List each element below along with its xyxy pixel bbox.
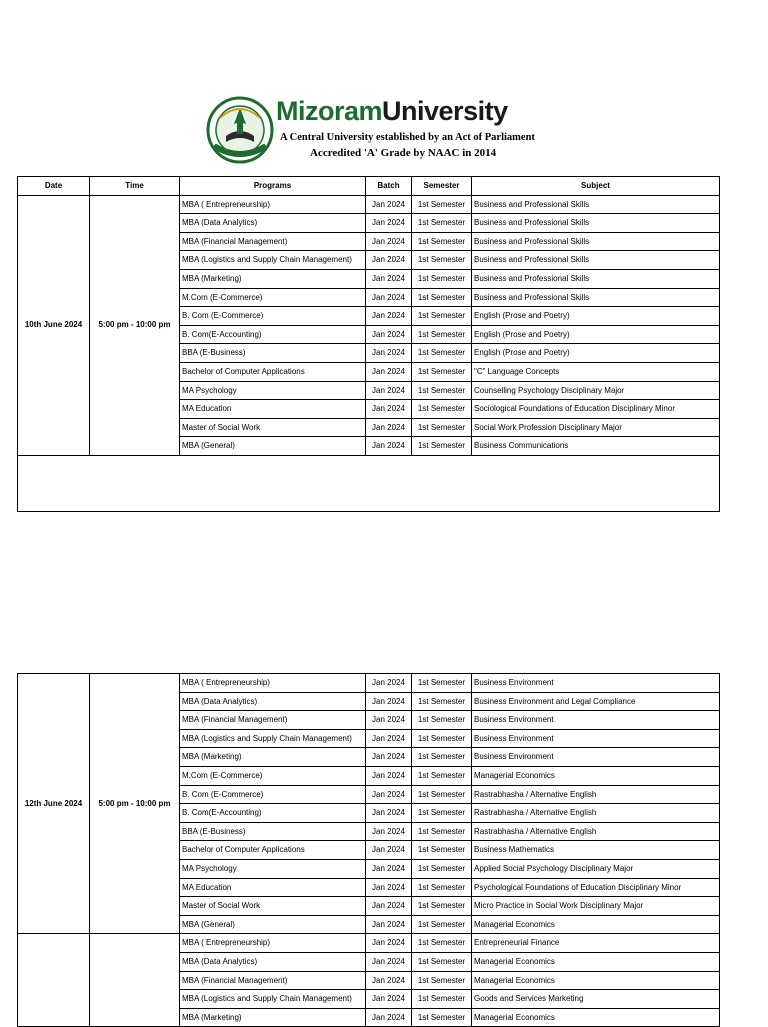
subject-cell: Applied Social Psychology Disciplinary Major xyxy=(472,859,720,878)
program-cell: MBA (Financial Management) xyxy=(180,711,366,730)
subject-cell: Business Environment xyxy=(472,729,720,748)
date-cell xyxy=(18,934,90,1027)
program-cell: MA Education xyxy=(180,400,366,419)
university-name: MizoramUniversity xyxy=(276,96,508,126)
program-cell: Bachelor of Computer Applications xyxy=(180,841,366,860)
program-cell: BBA (E-Business) xyxy=(180,822,366,841)
batch-cell: Jan 2024 xyxy=(366,897,412,916)
program-cell: MBA (Financial Management) xyxy=(180,971,366,990)
program-cell: MBA (Data Analytics) xyxy=(180,692,366,711)
program-cell: Master of Social Work xyxy=(180,418,366,437)
semester-cell: 1st Semester xyxy=(412,897,472,916)
semester-cell: 1st Semester xyxy=(412,952,472,971)
program-cell: MBA (Financial Management) xyxy=(180,232,366,251)
subject-cell: "C" Language Concepts xyxy=(472,362,720,381)
semester-cell: 1st Semester xyxy=(412,1008,472,1027)
semester-cell: 1st Semester xyxy=(412,195,472,214)
table-header-row xyxy=(18,177,720,196)
subject-cell: Managerial Economics xyxy=(472,766,720,785)
program-cell: B. Com(E-Accounting) xyxy=(180,325,366,344)
subject-cell: Entrepreneurial Finance xyxy=(472,934,720,953)
semester-cell: 1st Semester xyxy=(412,232,472,251)
batch-cell: Jan 2024 xyxy=(366,288,412,307)
program-cell: B. Com(E-Accounting) xyxy=(180,804,366,823)
program-cell: MBA (Logistics and Supply Chain Management) xyxy=(180,990,366,1009)
batch-cell: Jan 2024 xyxy=(366,232,412,251)
semester-cell: 1st Semester xyxy=(412,878,472,897)
program-cell: MBA (Data Analytics) xyxy=(180,214,366,233)
subject-cell: Sociological Foundations of Education Disciplinary Minor xyxy=(472,400,720,419)
subject-cell: Business and Professional Skills xyxy=(472,269,720,288)
semester-cell: 1st Semester xyxy=(412,804,472,823)
table-row xyxy=(18,934,720,953)
batch-cell: Jan 2024 xyxy=(366,804,412,823)
program-cell: M.Com (E-Commerce) xyxy=(180,766,366,785)
subject-cell: English (Prose and Poetry) xyxy=(472,344,720,363)
semester-cell: 1st Semester xyxy=(412,711,472,730)
semester-cell: 1st Semester xyxy=(412,934,472,953)
semester-cell: 1st Semester xyxy=(412,214,472,233)
semester-cell: 1st Semester xyxy=(412,381,472,400)
program-cell: BBA (E-Business) xyxy=(180,344,366,363)
subject-cell: Business and Professional Skills xyxy=(472,214,720,233)
semester-cell: 1st Semester xyxy=(412,729,472,748)
batch-cell: Jan 2024 xyxy=(366,841,412,860)
batch-cell: Jan 2024 xyxy=(366,251,412,270)
table-row xyxy=(18,674,720,693)
program-cell: MA Psychology xyxy=(180,381,366,400)
subject-cell: Business and Professional Skills xyxy=(472,251,720,270)
batch-cell: Jan 2024 xyxy=(366,214,412,233)
batch-cell: Jan 2024 xyxy=(366,971,412,990)
program-cell: MA Psychology xyxy=(180,859,366,878)
program-cell: Bachelor of Computer Applications xyxy=(180,362,366,381)
program-cell: MA Education xyxy=(180,878,366,897)
subject-cell: Business and Professional Skills xyxy=(472,195,720,214)
program-cell: MBA (General) xyxy=(180,437,366,456)
batch-cell: Jan 2024 xyxy=(366,952,412,971)
subject-cell: Social Work Profession Disciplinary Major xyxy=(472,418,720,437)
exam-schedule-table-1 xyxy=(17,176,720,512)
program-cell: MBA ( Entrepreneurship) xyxy=(180,674,366,693)
subject-cell: Goods and Services Marketing xyxy=(472,990,720,1009)
semester-cell: 1st Semester xyxy=(412,400,472,419)
time-cell: 5:00 pm - 10:00 pm xyxy=(90,674,180,934)
program-cell: MBA (Marketing) xyxy=(180,269,366,288)
program-cell: MBA (Logistics and Supply Chain Management) xyxy=(180,251,366,270)
semester-cell: 1st Semester xyxy=(412,915,472,934)
col-header-date: Date xyxy=(18,177,90,196)
subject-cell: Business Environment xyxy=(472,674,720,693)
subject-cell: Business Communications xyxy=(472,437,720,456)
program-cell: MBA ( Entrepreneurship) xyxy=(180,934,366,953)
semester-cell: 1st Semester xyxy=(412,971,472,990)
date-cell: 10th June 2024 xyxy=(18,195,90,455)
batch-cell: Jan 2024 xyxy=(366,195,412,214)
batch-cell: Jan 2024 xyxy=(366,362,412,381)
program-cell: MBA (Data Analytics) xyxy=(180,952,366,971)
subject-cell: English (Prose and Poetry) xyxy=(472,307,720,326)
semester-cell: 1st Semester xyxy=(412,748,472,767)
subject-cell: Business Mathematics xyxy=(472,841,720,860)
semester-cell: 1st Semester xyxy=(412,288,472,307)
subject-cell: Business Environment xyxy=(472,748,720,767)
program-cell: MBA (Logistics and Supply Chain Management) xyxy=(180,729,366,748)
semester-cell: 1st Semester xyxy=(412,859,472,878)
col-header-semester: Semester xyxy=(412,177,472,196)
semester-cell: 1st Semester xyxy=(412,418,472,437)
col-header-batch: Batch xyxy=(366,177,412,196)
exam-schedule-table-2 xyxy=(17,673,720,1027)
subject-cell: Business and Professional Skills xyxy=(472,232,720,251)
subject-cell: Micro Practice in Social Work Disciplinary Major xyxy=(472,897,720,916)
subject-cell: Rastrabhasha / Alternative English xyxy=(472,822,720,841)
subject-cell: Managerial Economics xyxy=(472,971,720,990)
date-cell: 12th June 2024 xyxy=(18,674,90,934)
semester-cell: 1st Semester xyxy=(412,344,472,363)
university-subtitle: A Central University established by an Act of Parliament xyxy=(280,132,535,143)
university-seal-icon xyxy=(206,96,274,164)
program-cell: Master of Social Work xyxy=(180,897,366,916)
batch-cell: Jan 2024 xyxy=(366,878,412,897)
col-header-subject: Subject xyxy=(472,177,720,196)
semester-cell: 1st Semester xyxy=(412,822,472,841)
program-cell: MBA (General) xyxy=(180,915,366,934)
subject-cell: Managerial Economics xyxy=(472,915,720,934)
subject-cell: Psychological Foundations of Education Disciplinary Minor xyxy=(472,878,720,897)
program-cell: M.Com (E-Commerce) xyxy=(180,288,366,307)
batch-cell: Jan 2024 xyxy=(366,437,412,456)
batch-cell: Jan 2024 xyxy=(366,381,412,400)
semester-cell: 1st Semester xyxy=(412,269,472,288)
batch-cell: Jan 2024 xyxy=(366,325,412,344)
subject-cell: Counselling Psychology Disciplinary Major xyxy=(472,381,720,400)
batch-cell: Jan 2024 xyxy=(366,400,412,419)
batch-cell: Jan 2024 xyxy=(366,748,412,767)
col-header-time: Time xyxy=(90,177,180,196)
batch-cell: Jan 2024 xyxy=(366,859,412,878)
semester-cell: 1st Semester xyxy=(412,990,472,1009)
semester-cell: 1st Semester xyxy=(412,251,472,270)
subject-cell: Managerial Economics xyxy=(472,1008,720,1027)
program-cell: B. Com (E-Commerce) xyxy=(180,785,366,804)
semester-cell: 1st Semester xyxy=(412,674,472,693)
time-cell: 5:00 pm - 10:00 pm xyxy=(90,195,180,455)
subject-cell: Rastrabhasha / Alternative English xyxy=(472,785,720,804)
batch-cell: Jan 2024 xyxy=(366,1008,412,1027)
subject-cell: English (Prose and Poetry) xyxy=(472,325,720,344)
semester-cell: 1st Semester xyxy=(412,766,472,785)
blank-cell xyxy=(18,455,720,511)
table-row xyxy=(18,195,720,214)
subject-cell: Business Environment xyxy=(472,711,720,730)
batch-cell: Jan 2024 xyxy=(366,729,412,748)
program-cell: MBA ( Entrepreneurship) xyxy=(180,195,366,214)
program-cell: MBA (Marketing) xyxy=(180,1008,366,1027)
batch-cell: Jan 2024 xyxy=(366,674,412,693)
program-cell: B. Com (E-Commerce) xyxy=(180,307,366,326)
batch-cell: Jan 2024 xyxy=(366,766,412,785)
batch-cell: Jan 2024 xyxy=(366,785,412,804)
semester-cell: 1st Semester xyxy=(412,692,472,711)
subject-cell: Managerial Economics xyxy=(472,952,720,971)
semester-cell: 1st Semester xyxy=(412,841,472,860)
subject-cell: Business Environment and Legal Compliance xyxy=(472,692,720,711)
semester-cell: 1st Semester xyxy=(412,785,472,804)
batch-cell: Jan 2024 xyxy=(366,269,412,288)
blank-row xyxy=(18,455,720,511)
batch-cell: Jan 2024 xyxy=(366,822,412,841)
batch-cell: Jan 2024 xyxy=(366,711,412,730)
subject-cell: Rastrabhasha / Alternative English xyxy=(472,804,720,823)
time-cell xyxy=(90,934,180,1027)
semester-cell: 1st Semester xyxy=(412,307,472,326)
semester-cell: 1st Semester xyxy=(412,325,472,344)
batch-cell: Jan 2024 xyxy=(366,418,412,437)
batch-cell: Jan 2024 xyxy=(366,915,412,934)
program-cell: MBA (Marketing) xyxy=(180,748,366,767)
batch-cell: Jan 2024 xyxy=(366,692,412,711)
subject-cell: Business and Professional Skills xyxy=(472,288,720,307)
batch-cell: Jan 2024 xyxy=(366,990,412,1009)
accreditation-line: Accredited 'A' Grade by NAAC in 2014 xyxy=(310,147,497,159)
semester-cell: 1st Semester xyxy=(412,362,472,381)
batch-cell: Jan 2024 xyxy=(366,307,412,326)
semester-cell: 1st Semester xyxy=(412,437,472,456)
batch-cell: Jan 2024 xyxy=(366,934,412,953)
batch-cell: Jan 2024 xyxy=(366,344,412,363)
col-header-programs: Programs xyxy=(180,177,366,196)
university-header xyxy=(196,94,535,166)
